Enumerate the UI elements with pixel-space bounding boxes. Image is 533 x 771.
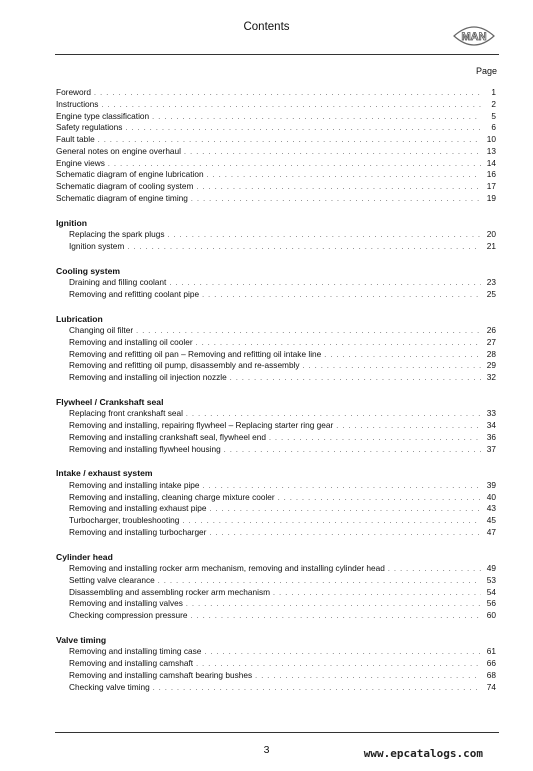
toc-entry-page: 33 [486, 408, 496, 419]
toc-entry-page: 25 [486, 288, 496, 299]
toc-entry-page: 27 [486, 336, 496, 347]
toc-entry-title: Draining and filling coolant [69, 277, 167, 287]
toc-entry[interactable] [56, 670, 496, 682]
dot-leader [204, 647, 481, 659]
toc-entry-page: 5 [491, 110, 496, 121]
toc-entry-title: Foreword [56, 87, 92, 97]
dot-leader [224, 445, 481, 457]
toc-entry-title: Removing and installing camshaft [69, 658, 194, 668]
section-heading: Flywheel / Crankshaft seal [56, 396, 164, 407]
toc-entry-page: 23 [486, 277, 496, 287]
dot-leader [101, 100, 481, 112]
toc-entry[interactable] [56, 503, 496, 515]
page-column-label: Page [475, 66, 497, 76]
toc-entry-page: 2 [491, 98, 496, 109]
toc-entry-page: 39 [486, 479, 496, 490]
toc-entry-title: Ignition system [69, 240, 125, 251]
dot-leader [209, 504, 481, 516]
toc-entry[interactable] [56, 134, 496, 146]
dot-leader [278, 493, 481, 505]
toc-entry-page: 36 [486, 431, 496, 442]
toc-entry-page: 13 [486, 145, 496, 156]
toc-entry[interactable] [56, 515, 496, 527]
toc-entry[interactable] [56, 492, 496, 504]
toc-entry-title: Removing and installing intake pipe [69, 479, 200, 490]
toc-entry[interactable] [56, 169, 496, 181]
toc-entry-title: Engine views [56, 157, 105, 168]
toc-entry[interactable] [56, 229, 496, 241]
toc-entry-page: 16 [486, 169, 496, 180]
toc-entry-title: Disassembling and assembling rocker arm mechanism [69, 586, 271, 597]
toc-entry-title: Schematic diagram of engine lubrication [56, 169, 204, 180]
section-heading: Cooling system [56, 265, 120, 276]
toc-entry-page: 1 [491, 87, 496, 97]
toc-entry-title: Removing and installing exhaust pipe [69, 503, 207, 514]
toc-entry-title: Removing and refitting oil pump, disassembly and re-assembly [69, 360, 300, 371]
dot-leader [388, 564, 481, 576]
toc-entry-title: Removing and installing oil injection nozzle [69, 372, 227, 382]
toc-entry[interactable] [56, 158, 496, 170]
toc-entry-page: 66 [486, 658, 496, 668]
toc-entry[interactable] [56, 682, 496, 694]
toc-entry-title: Instructions [56, 98, 99, 109]
toc-entry-page: 60 [486, 610, 496, 620]
toc-entry[interactable] [56, 241, 496, 253]
toc-entry-page: 34 [486, 420, 496, 430]
dot-leader [209, 528, 481, 540]
toc-entry-page: 47 [486, 526, 496, 537]
toc-entry[interactable] [56, 598, 496, 610]
dot-leader [202, 290, 481, 302]
toc-entry-title: Schematic diagram of engine timing [56, 192, 188, 203]
dot-leader [169, 278, 481, 290]
dot-leader [167, 230, 481, 242]
toc-entry-title: Checking valve timing [69, 681, 150, 692]
toc-entry[interactable] [56, 360, 496, 372]
toc-entry[interactable] [56, 420, 496, 432]
toc-entry[interactable] [56, 587, 496, 599]
section-heading: Intake / exhaust system [56, 468, 153, 479]
toc-entry[interactable] [56, 277, 496, 289]
toc-entry[interactable] [56, 99, 496, 111]
toc-entry-title: Replacing front crankshaft seal [69, 408, 183, 419]
dot-leader [191, 611, 481, 623]
toc-entry-title: Removing and installing timing case [69, 646, 202, 657]
dot-leader [196, 182, 481, 194]
dot-leader [182, 516, 481, 528]
toc-entry-title: Removing and installing rocker arm mechanism, removing and installing cylinder head [69, 563, 385, 573]
dot-leader [184, 147, 481, 159]
toc-entry[interactable] [56, 408, 496, 420]
toc-entry-title: Safety regulations [56, 122, 123, 133]
toc-entry[interactable] [56, 658, 496, 670]
section-heading: Ignition [56, 217, 88, 228]
toc-entry-title: Removing and installing valves [69, 598, 183, 609]
toc-entry[interactable] [56, 193, 496, 205]
toc-entry[interactable] [56, 349, 496, 361]
toc-entry-page: 56 [486, 598, 496, 609]
toc-entry[interactable] [56, 527, 496, 539]
dot-leader [153, 683, 481, 695]
toc-entry-title: Schematic diagram of cooling system [56, 181, 194, 191]
toc-entry-page: 17 [486, 181, 496, 191]
toc-entry-page: 21 [486, 240, 496, 251]
dot-leader [269, 433, 481, 445]
table-of-contents [56, 87, 496, 693]
toc-entry[interactable] [56, 646, 496, 658]
man-logo [450, 22, 498, 50]
toc-entry-title: Replacing the spark plugs [69, 229, 165, 239]
toc-entry-title: Removing and installing oil cooler [69, 336, 193, 347]
header-rule [55, 54, 499, 55]
dot-leader [191, 194, 481, 206]
toc-entry-page: 19 [486, 192, 496, 203]
toc-entry-title: Checking compression pressure [69, 610, 188, 620]
toc-entry-title: Removing and installing, repairing flywheel – Replacing starter ring gear [69, 420, 334, 430]
dot-leader [186, 599, 481, 611]
dot-leader [125, 123, 481, 135]
toc-entry-page: 14 [486, 157, 496, 168]
dot-leader [336, 421, 481, 433]
toc-entry-page: 29 [486, 360, 496, 371]
toc-entry-page: 40 [486, 491, 496, 502]
section-heading: Cylinder head [56, 551, 113, 562]
toc-entry[interactable] [56, 480, 496, 492]
dot-leader [255, 671, 481, 683]
dot-leader [324, 350, 481, 362]
page-title: Contents [243, 21, 290, 33]
dot-leader [127, 242, 481, 254]
toc-entry-page: 45 [486, 515, 496, 525]
toc-entry-title: Removing and installing, cleaning charge mixture cooler [69, 491, 275, 502]
toc-entry-title: Turbocharger, troubleshooting [69, 515, 180, 525]
toc-entry[interactable] [56, 432, 496, 444]
toc-entry[interactable] [56, 325, 496, 337]
toc-entry-page: 20 [486, 229, 496, 239]
toc-entry-page: 61 [486, 646, 496, 657]
dot-leader [273, 588, 481, 600]
toc-entry-page: 74 [486, 681, 496, 692]
dot-leader [94, 88, 481, 100]
toc-entry[interactable] [56, 181, 496, 193]
footer-url[interactable]: www.epcatalogs.com [363, 747, 483, 760]
toc-entry[interactable] [56, 444, 496, 456]
toc-entry[interactable] [56, 563, 496, 575]
toc-entry-title: Removing and installing crankshaft seal, flywheel end [69, 431, 266, 442]
toc-entry[interactable] [56, 87, 496, 99]
toc-entry-page: 54 [486, 586, 496, 597]
dot-leader [303, 361, 481, 373]
toc-entry[interactable] [56, 122, 496, 134]
dot-leader [152, 112, 481, 124]
svg-text:MAN: MAN [461, 31, 487, 43]
toc-entry-page: 32 [486, 372, 496, 382]
toc-entry-page: 37 [486, 443, 496, 454]
toc-entry-page: 26 [486, 325, 496, 335]
toc-entry-page: 28 [486, 348, 496, 359]
toc-entry[interactable] [56, 337, 496, 349]
toc-entry-title: Setting valve clearance [69, 574, 155, 585]
toc-entry-title: Changing oil filter [69, 325, 134, 335]
toc-entry-title: Removing and installing flywheel housing [69, 443, 221, 454]
toc-entry-title: General notes on engine overhaul [56, 145, 182, 156]
toc-entry-page: 68 [486, 669, 496, 680]
toc-entry-title: Removing and refitting coolant pipe [69, 288, 200, 299]
section-heading: Lubrication [56, 313, 103, 324]
toc-entry-page: 53 [486, 574, 496, 585]
toc-entry-title: Removing and installing camshaft bearing bushes [69, 669, 253, 680]
toc-entry[interactable] [56, 146, 496, 158]
page-number: 3 [263, 744, 270, 756]
dot-leader [207, 170, 481, 182]
dot-leader [230, 373, 481, 385]
section-heading: Valve timing [56, 634, 107, 645]
toc-entry[interactable] [56, 610, 496, 622]
toc-entry-page: 49 [486, 563, 496, 573]
toc-entry-page: 43 [486, 503, 496, 514]
toc-entry[interactable] [56, 111, 496, 123]
toc-entry-page: 6 [491, 122, 496, 133]
toc-entry-title: Engine type classification [56, 110, 150, 121]
toc-entry-page: 10 [486, 134, 496, 144]
footer-rule [55, 732, 499, 733]
toc-entry[interactable] [56, 289, 496, 301]
toc-entry-title: Removing and installing turbocharger [69, 526, 207, 537]
toc-entry[interactable] [56, 575, 496, 587]
toc-entry[interactable] [56, 372, 496, 384]
toc-entry-title: Fault table [56, 134, 95, 144]
toc-entry-title: Removing and refitting oil pan – Removing and refitting oil intake line [69, 348, 322, 359]
